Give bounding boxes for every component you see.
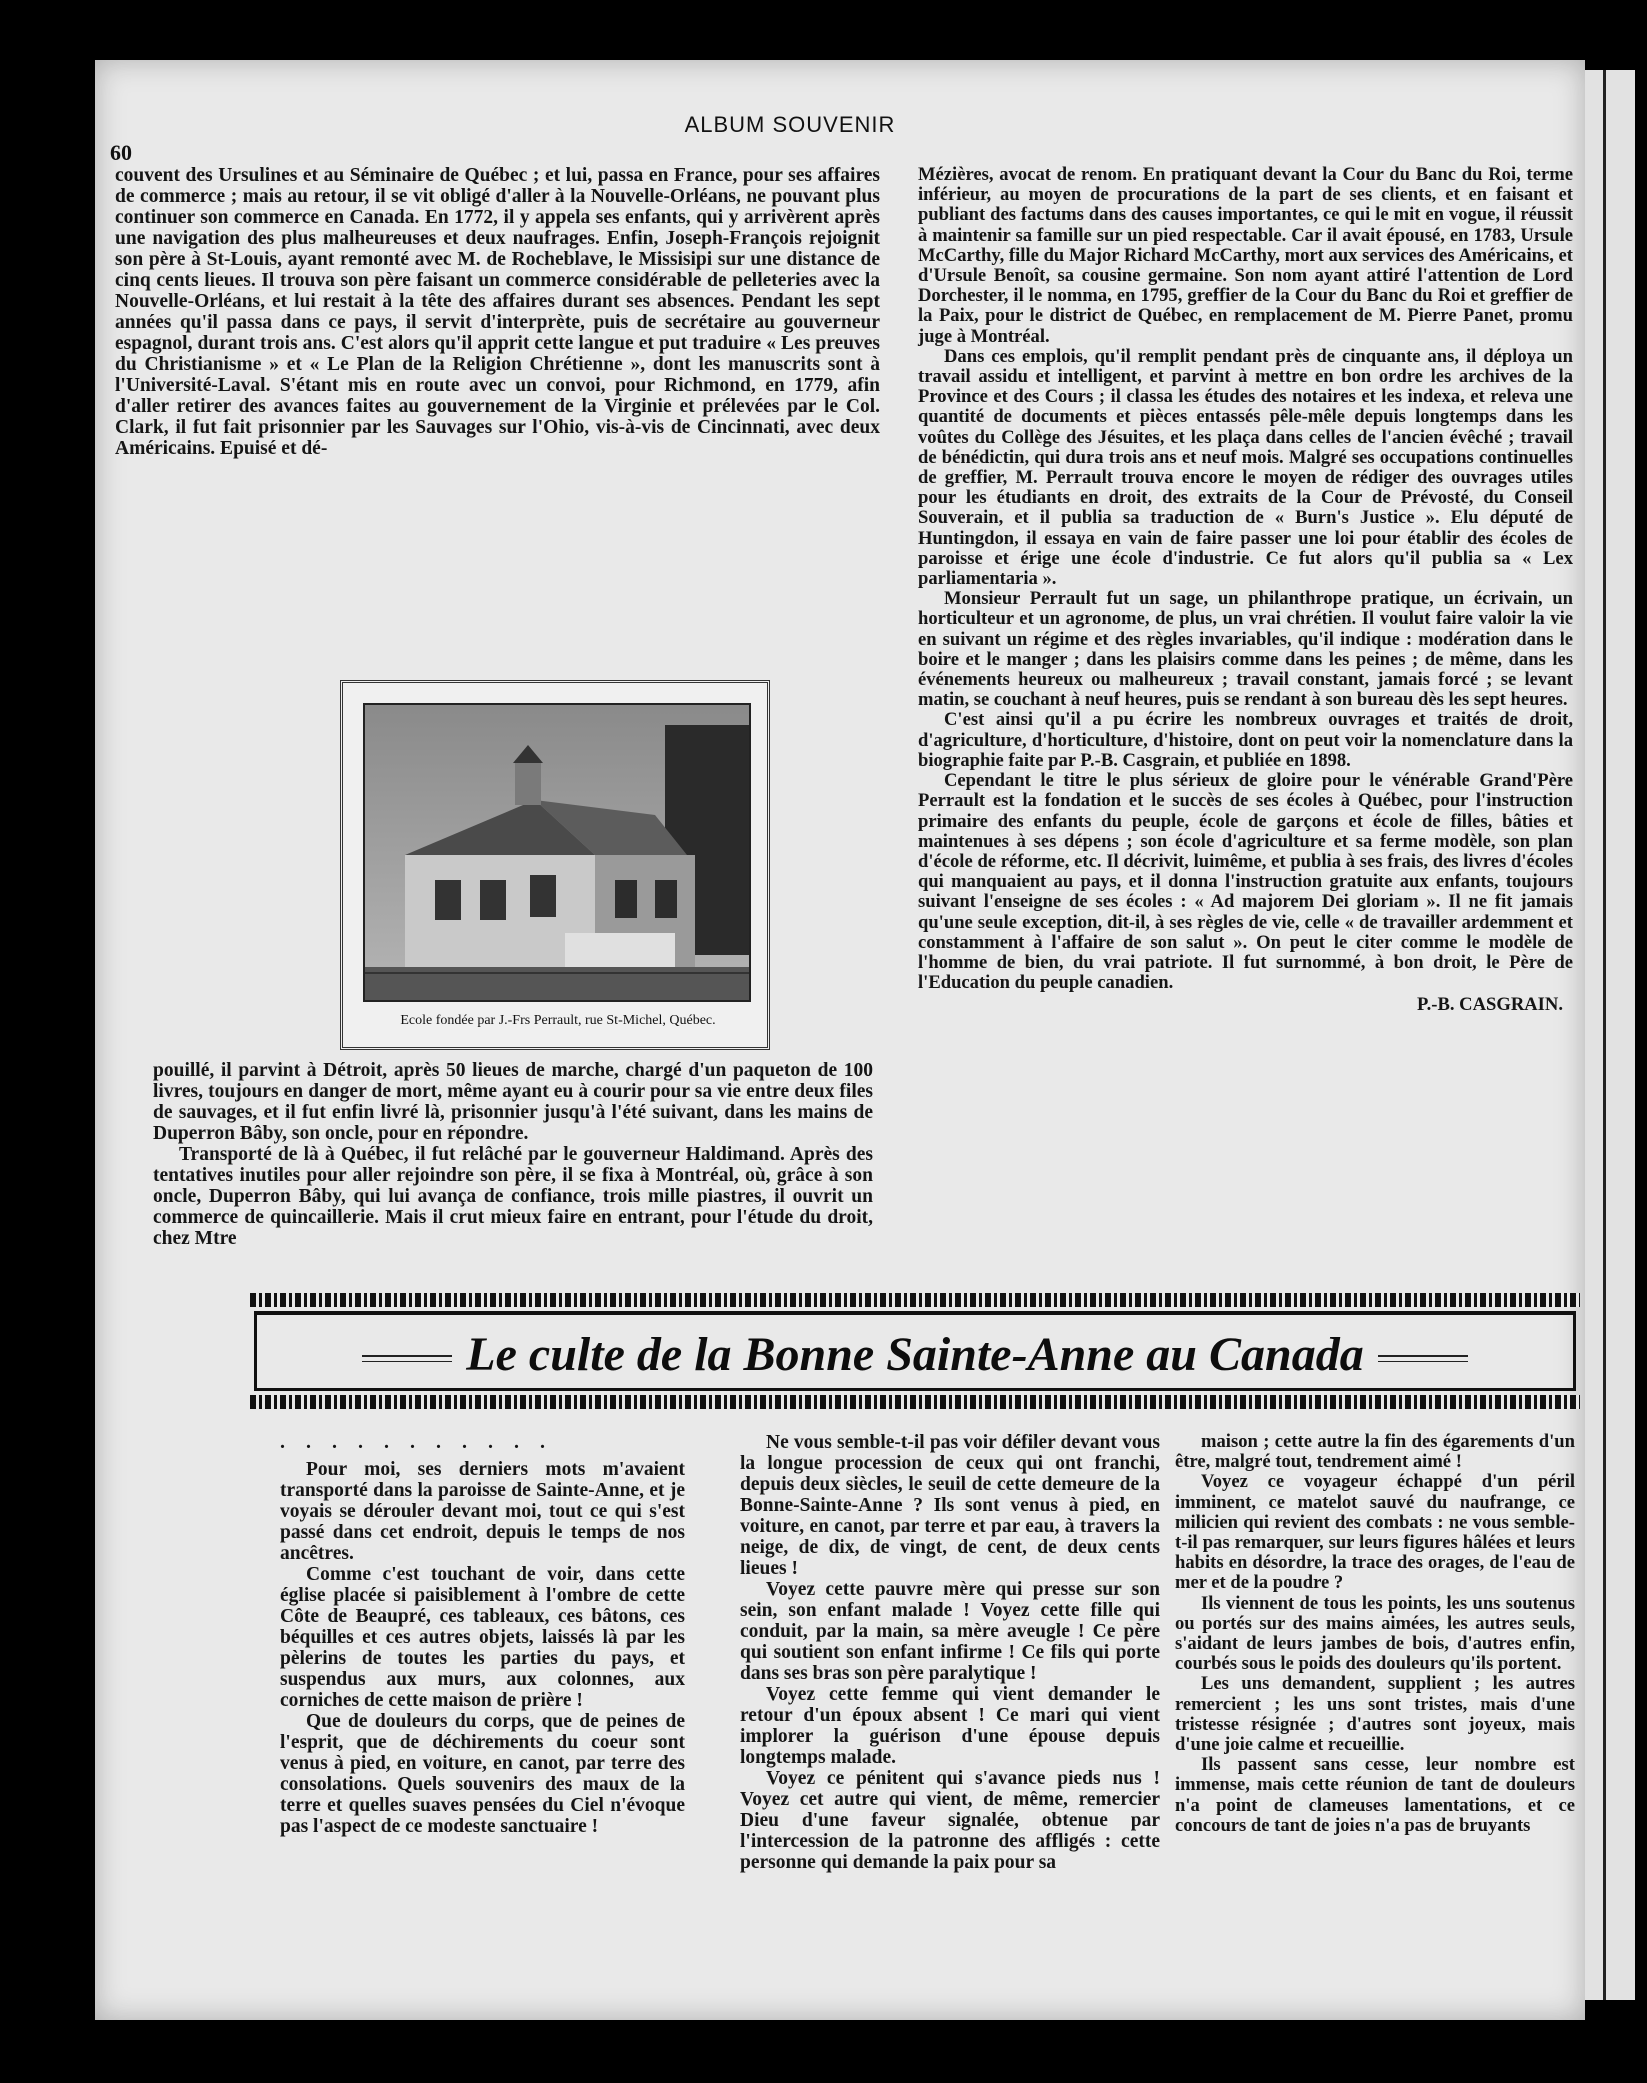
flourish-left-icon <box>362 1355 452 1362</box>
paragraph: C'est ainsi qu'il a pu écrire les nombreux ouvrages et traités de droit, d'agriculture, d'horticulture, d'histoire, dont on peut voir la nomenclature dans la biographie faite par P.-B. Casgrain, et publiée en 1898. <box>918 709 1573 771</box>
paragraph: Ne vous semble-t-il pas voir défiler devant vous la longue procession de ceux qui ont franchi, depuis deux siècles, le seuil de cette demeure de la Bonne-Sainte-Anne ? Ils sont venus à pied, en voiture, en canot, par terre et par eau, à travers la neige, de dix, de vingt, de cent, de deux cents lieues ! <box>740 1432 1160 1579</box>
school-photo <box>363 703 751 1002</box>
paragraph: Les uns demandent, supplient ; les autres remercient ; les uns sont tristes, mais d'une tristesse résignée ; d'autres sont joyeux, mais d'une joie calme et recueillie. <box>1175 1673 1575 1756</box>
paragraph: Monsieur Perrault fut un sage, un philanthrope pratique, un écrivain, un horticulteur et un agronome, de plus, un vrai chrétien. Il voulut faire valoir la vie en suivant un régime et des règles invariables, qu'il indique : modération dans le boire et le manger ; dans les plaisirs comme dans les peines ; de même, dans les événements heureux ou malheureux ; travail constant, jamais forcé ; se levant matin, se couchant à neuf heures, puis se rendant à son bureau dès les sept heures. <box>918 588 1573 711</box>
article-title-text: Le culte de la Bonne Sainte-Anne au Canada <box>466 1328 1364 1381</box>
paragraph: Voyez cette pauvre mère qui presse sur son sein, son enfant malade ! Voyez cette fille qui conduit, par la main, sa mère aveugle ! Ce père qui soutient son enfant infirme ! Ce fils qui porte dans ses bras son père paralytique ! <box>740 1579 1160 1684</box>
bottom-column-2 <box>740 1432 1160 1873</box>
paragraph: Voyez ce pénitent qui s'avance pieds nus ! Voyez cet autre qui vient, de même, remercier Dieu d'une faveur signalée, obtenue par l'intercession de la patronne des affligés : cette personne qui demande la paix pour sa <box>740 1768 1160 1873</box>
paragraph: pouillé, il parvint à Détroit, après 50 lieues de marche, chargé d'un paqueton de 100 livres, toujours en danger de mort, même ayant eu à courir pour sa vie entre deux files de sauvages, et il fut enfin livré là, prisonnier jusqu'à l'été suivant, dans les mains de Duperron Bâby, son oncle, pour en répondre. <box>153 1060 873 1144</box>
flourish-right-icon <box>1378 1355 1468 1362</box>
banner-frame <box>254 1311 1576 1391</box>
paragraph: Voyez ce voyageur échappé d'un péril imminent, ce matelot sauvé du naufrange, ce milicien qui revient des combats : ne vous semble-t-il pas remarquer, sur leurs figures hâlées et leurs habits en désordre, la trace des orages, de l'eau de mer et de la poudre ? <box>1175 1471 1575 1594</box>
document-page <box>95 60 1585 2020</box>
paragraph: Ils viennent de tous les points, les uns soutenus ou portés sur des mains aimées, les autres seuls, s'aidant de leurs jambes de bois, d'autres enfin, courbés sous le poids des douleurs qu'ils portent. <box>1175 1592 1575 1675</box>
paragraph: Mézières, avocat de renom. En pratiquant devant la Cour du Banc du Roi, terme inférieur, au moyen de procurations de la part de ses clients, et en faisant et publiant des factums dans des causes importantes, ce qui le mit en vogue, il réussit à maintenir sa famille sur un pied respectable. Car il avait épousé, en 1783, Ursule McCarthy, fille du Major Richard McCarthy, mort aux services des Américains, et d'Ursule Benoît, sa cousine germaine. Son nom ayant attiré l'attention de Lord Dorchester, il le nomma, en 1795, greffier de la Cour du Banc du Roi et greffier de la Paix, pour le district de Québec, en remplacement de M. Pierre Panet, promu juge à Montréal. <box>918 164 1573 347</box>
adjacent-page-edge <box>1585 70 1635 2000</box>
signature: P.-B. CASGRAIN. <box>1416 994 1563 1016</box>
paragraph: Comme c'est touchant de voir, dans cette église placée si paisiblement à l'ombre de cette Côte de Beaupré, ces tableaux, ces bâtons, ces béquilles et ces autres objets, laissés là par les pèlerins de toutes les parties du pays, et suspendus aux murs, aux colonnes, aux corniches de cette maison de prière ! <box>280 1564 685 1711</box>
paragraph: Pour moi, ses derniers mots m'avaient transporté dans la paroisse de Sainte-Anne, et je voyais se dérouler devant moi, tout ce qui s'est passé dans cet endroit, depuis le temps de nos ancêtres. <box>280 1459 685 1564</box>
paragraph: maison ; cette autre la fin des égarements d'un être, malgré tout, tendrement aimé ! <box>1175 1431 1575 1473</box>
bottom-column-3 <box>1175 1432 1575 1836</box>
paragraph: Dans ces emplois, qu'il remplit pendant près de cinquante ans, il déploya un travail assidu et intelligent, et parvint à mettre en bon ordre les archives de la Province et des Cours ; il classa les études des notaires et les indexa, et releva une quantité de documents et pièces entassés pêle-mêle depuis longtemps dans les voûtes du Collège des Jésuites, et les plaça dans celles de l'ancien évêché ; travail de bénédictin, qui dura trois ans et neuf mois. Malgré ses occupations continuelles de greffier, M. Perrault trouva encore le moyen de rédiger des ouvrages utiles pour les étudiants en droit, des extraits de la Cour de Prévosté, du Conseil Souverain, et il publia sa traduction de « Burn's Justice ». Elu député de Huntingdon, il essaya en vain de faire passer une loi pour établir des écoles de paroisse et érige une école d'industrie. Ce fut alors qu'il publia sa « Lex parliamentaria ». <box>918 345 1573 590</box>
school-building-illustration <box>365 705 749 1000</box>
article-title <box>257 1327 1573 1382</box>
bottom-column-1 <box>280 1432 685 1837</box>
running-header: ALBUM SOUVENIR <box>684 112 896 137</box>
left-column-bottom <box>153 1060 873 1249</box>
article-banner <box>150 1275 1580 1410</box>
banner-ornament-top <box>250 1293 1580 1307</box>
left-column-top <box>115 165 880 459</box>
ellipsis-divider: . . . . . . . . . . . <box>280 1431 553 1453</box>
figure-caption: Ecole fondée par J.-Frs Perrault, rue St-Michel, Québec. <box>400 1013 716 1028</box>
paragraph: Que de douleurs du corps, que de peines de l'esprit, que de déchirements du coeur sont venus à pied, en voiture, en canot, par terre des consolations. Quels souvenirs des maux de la terre et quelles suaves pensées du Ciel n'évoque pas l'aspect de ce modeste sanctuaire ! <box>280 1711 685 1837</box>
paragraph: Voyez cette femme qui vient demander le retour d'un époux absent ! Ce mari qui vient implorer la guérison d'une épouse depuis longtemps malade. <box>740 1684 1160 1768</box>
paragraph: Transporté de là à Québec, il fut relâché par le gouverneur Haldimand. Après des tentatives inutiles pour aller rejoindre son père, il se fixa à Montréal, où, grâce à son oncle, Duperron Bâby, qui lui avança de confiance, trois mille piastres, il ouvrit un commerce de quincaillerie. Mais il crut mieux faire en entrant, pour l'étude du droit, chez Mtre <box>153 1144 873 1249</box>
right-column <box>918 165 1573 1016</box>
paragraph: couvent des Ursulines et au Séminaire de Québec ; et lui, passa en France, pour ses affaires de commerce ; mais au retour, il se vit obligé d'aller à la Nouvelle-Orléans, ne pouvant plus continuer son commerce en Canada. En 1772, il y appela ses enfants, qui y arrivèrent après une navigation des plus malheureuses et deux naufrages. Enfin, Joseph-François rejoignit son père à St-Louis, ayant remonté avec M. de Rocheblave, le Missisipi sur une distance de cinq cents lieues. Il trouva son père faisant un commerce considérable de pelleteries avec la Nouvelle-Orléans, et lui restait à la tête des affaires durant ses absences. Pendant les sept années qu'il passa dans ce pays, il servit d'interprète, puis de secrétaire au gouverneur espagnol, durant trois ans. C'est alors qu'il apprit cette langue et put traduire « Les preuves du Christianisme » et « Le Plan de la Religion Chrétienne », dont les manuscrits sont à l'Université-Laval. S'étant mis en route avec un convoi, pour Richmond, en 1779, afin d'aller retirer des avances faites au gouvernement de la Virginie et prélevées par le Col. Clark, il fut fait prisonnier par les Sauvages sur l'Ohio, vis-à-vis de Cincinnati, avec deux Américains. Epuisé et dé- <box>115 165 880 459</box>
page-number: 60 <box>110 140 132 165</box>
paragraph: Ils passent sans cesse, leur nombre est immense, mais cette réunion de tant de douleurs n'a point de clameuses lamentations, et ce concours de tant de joies n'a pas de bruyants <box>1175 1754 1575 1836</box>
paragraph: Cependant le titre le plus sérieux de gloire pour le vénérable Grand'Père Perrault est la fondation et le succès de ses écoles à Québec, pour l'instruction primaire des enfants du peuple, école de garçons et école de filles, bâties et maintenues à ses dépens ; son école d'agriculture et sa ferme modèle, son plan d'école de réforme, etc. Il décrivit, luimême, et publia à ses frais, des livres d'écoles qui manquaient au pays, et il donna l'instruction gratuite aux enfants, toujours suivant l'enseigne de ses écoles : « Ad majorem Dei gloriam ». Il ne fit jamais qu'une seule exception, dit-il, à ses règles de vie, celle « de travailler ardemment et constamment à l'affaire de son salut ». On peut le citer comme le modèle de l'homme de bien, du vrai patriote. Il fut surnommé, à bon droit, le Père de l'Education du peuple canadien. <box>918 770 1573 994</box>
banner-ornament-bottom <box>250 1395 1580 1409</box>
figure-school-photo <box>340 680 770 1050</box>
